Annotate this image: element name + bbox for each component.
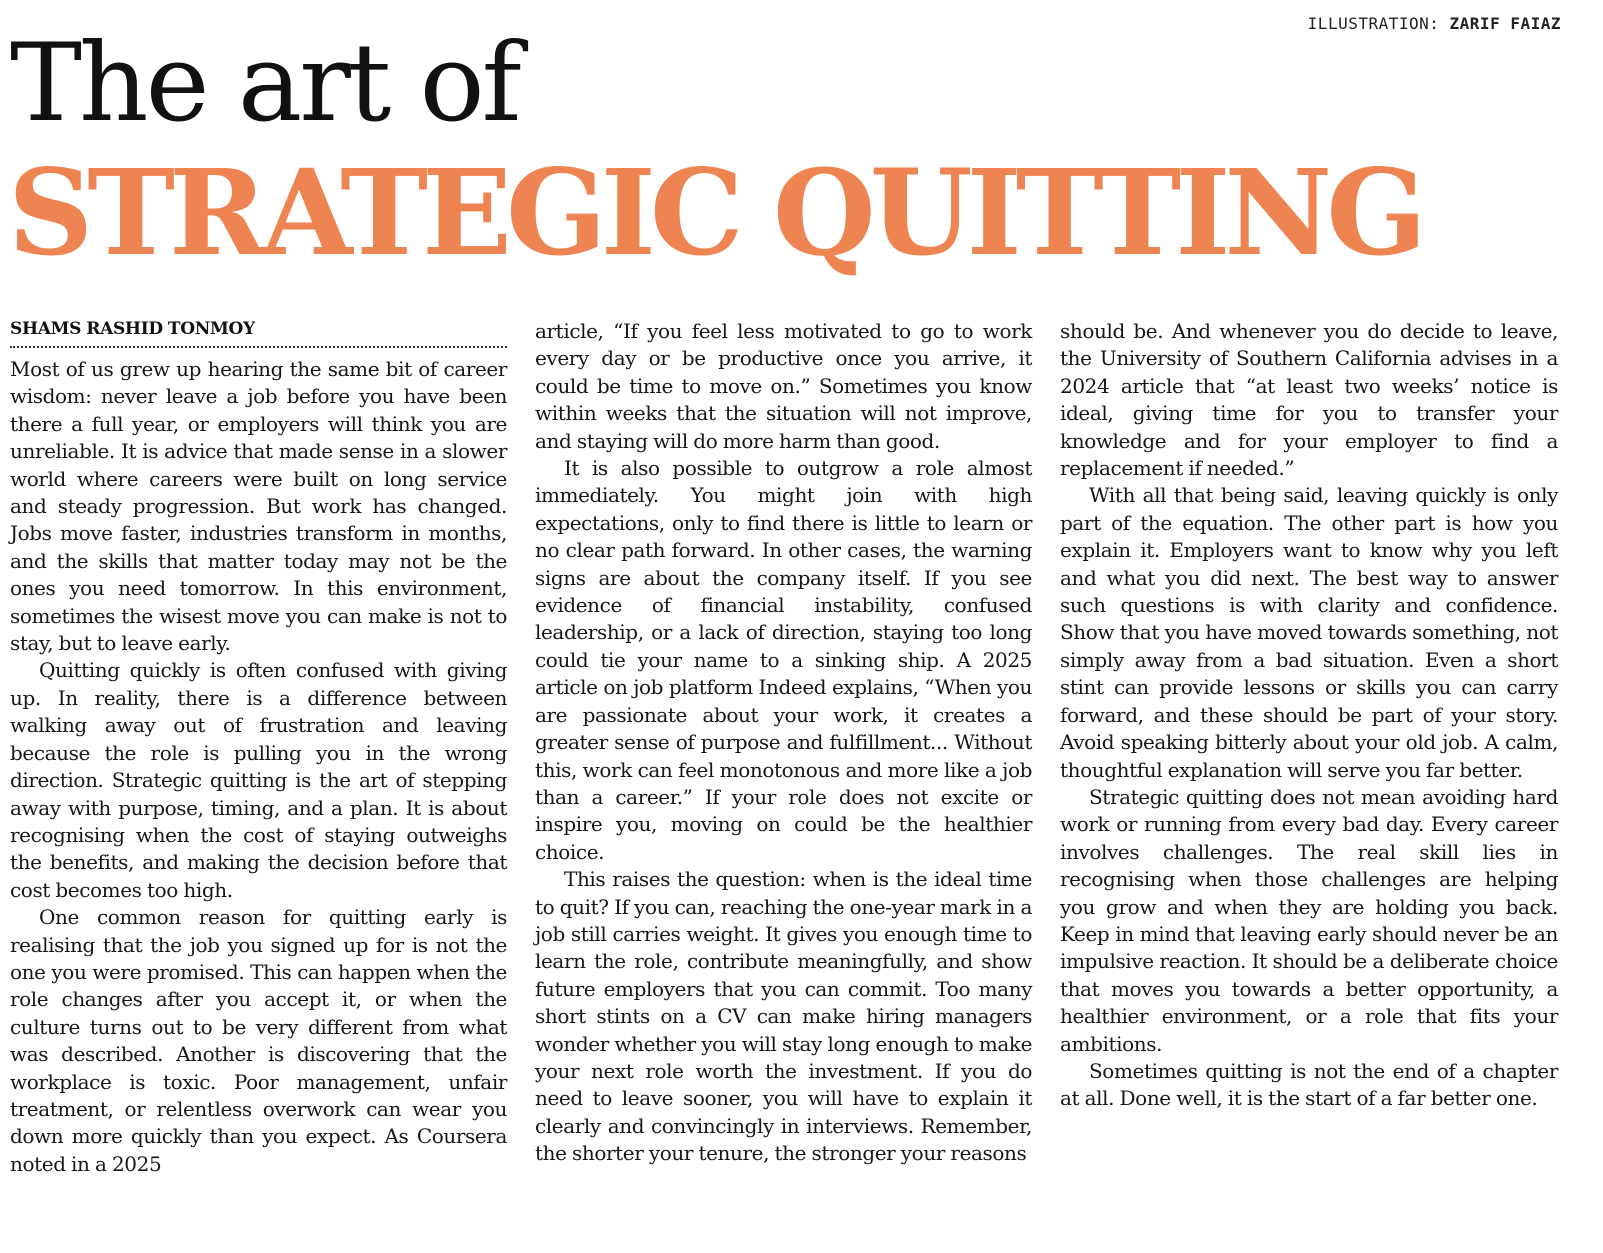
article-column-2 — [535, 318, 1032, 1168]
column-3-paragraph-1: should be. And whenever you do decide to leave, the University of Southern California advises in a 2024 article that “at least two weeks’ notice is ideal, giving time for you to transfer your knowledge and for your employer to find a replacement if needed.” — [1060, 319, 1558, 481]
column-3-paragraph-3: Strategic quitting does not mean avoiding hard work or running from every bad day. Every career involves challenges. The real skill lies in recognising when those challenges are helping you grow and when they are holding you back. Keep in mind that leaving early should never be an impulsive reaction. It should be a deliberate choice that moves you towards a better opportunity, a healthier environment, or a role that fits your ambitions. — [1060, 784, 1558, 1056]
column-3-paragraph-2: With all that being said, leaving quickly is only part of the equation. The other part is how you explain it. Employers want to know why you left and what you did next. The best way to answer such questions is with clarity and confidence. Show that you have moved towards something, not simply away from a bad situation. Even a short stint can provide lessons or skills you can carry forward, and these should be part of your story. Avoid speaking bitterly about your old job. A calm, thoughtful explanation will serve you far better. — [1060, 483, 1558, 782]
column-2-paragraph-2: It is also possible to outgrow a role almost immediately. You might join with high expectations, only to find there is little to learn or no clear path forward. In other cases, the warning signs are about the company itself. If you see evidence of financial instability, confused leadership, or a lack of direction, staying too long could tie your name to a sinking ship. A 2025 article on job platform Indeed explains, “When you are passionate about your work, it creates a greater sense of purpose and fulfillment... Without this, work can feel monotonous and more like a job than a career.” If your role does not excite or inspire you, moving on could be the healthier choice. — [535, 456, 1032, 864]
credit-label: ILLUSTRATION: — [1307, 14, 1450, 33]
byline: SHAMS RASHID TONMOY — [10, 319, 255, 339]
article-column-3 — [1060, 318, 1558, 1113]
column-2-paragraph-1: article, “If you feel less motivated to go to work every day or be productive once you arrive, it could be time to move on.” Sometimes you know within weeks that the situation will not improve, and staying will do more harm than good. — [535, 319, 1032, 453]
byline-divider — [10, 346, 507, 348]
column-2-paragraph-3: This raises the question: when is the ideal time to quit? If you can, reaching the one-year mark in a job still carries weight. It gives you enough time to learn the role, contribute meaningfully, and show future employers that you can commit. Too many short stints on a CV can make hiring managers wonder whether you will stay long enough to make your next role worth the investment. If you do need to leave sooner, you will have to explain it clearly and convincingly in interviews. Remember, the shorter your tenure, the stronger your reasons — [535, 867, 1032, 1166]
column-1-paragraph-3: One common reason for quitting early is realising that the job you signed up for is not the one you were promised. This can happen when the role changes after you accept it, or when the culture turns out to be very different from what was described. Another is discovering that the workplace is toxic. Poor management, unfair treatment, or relentless overwork can wear you down more quickly than you expect. As Coursera noted in a 2025 — [10, 905, 507, 1176]
illustration-credit — [1308, 14, 1561, 33]
column-1-paragraph-2: Quitting quickly is often confused with giving up. In reality, there is a difference between walking away out of frustration and leaving because the role is pulling you in the wrong direction. Strategic quitting is the art of stepping away with purpose, timing, and a plan. It is about recognising when the cost of staying outweighs the benefits, and making the decision before that cost becomes too high. — [10, 658, 507, 902]
column-1-paragraph-1: Most of us grew up hearing the same bit of career wisdom: never leave a job before you have been there a full year, or employers will think you are unreliable. It is advice that made sense in a slower world where careers were built on long service and steady progression. But work has changed. Jobs move faster, industries transform in months, and the skills that matter today may not be the ones you need tomorrow. In this environment, sometimes the wisest move you can make is not to stay, but to leave early. — [10, 357, 507, 656]
headline-line-1: The art of — [10, 21, 519, 146]
column-3-paragraph-4: Sometimes quitting is not the end of a chapter at all. Done well, it is the start of a far better one. — [1060, 1058, 1558, 1111]
credit-name: ZARIF FAIAZ — [1449, 14, 1561, 33]
headline-line-2: STRATEGIC QUITTING — [8, 143, 1422, 282]
article-column-1 — [10, 318, 507, 1178]
